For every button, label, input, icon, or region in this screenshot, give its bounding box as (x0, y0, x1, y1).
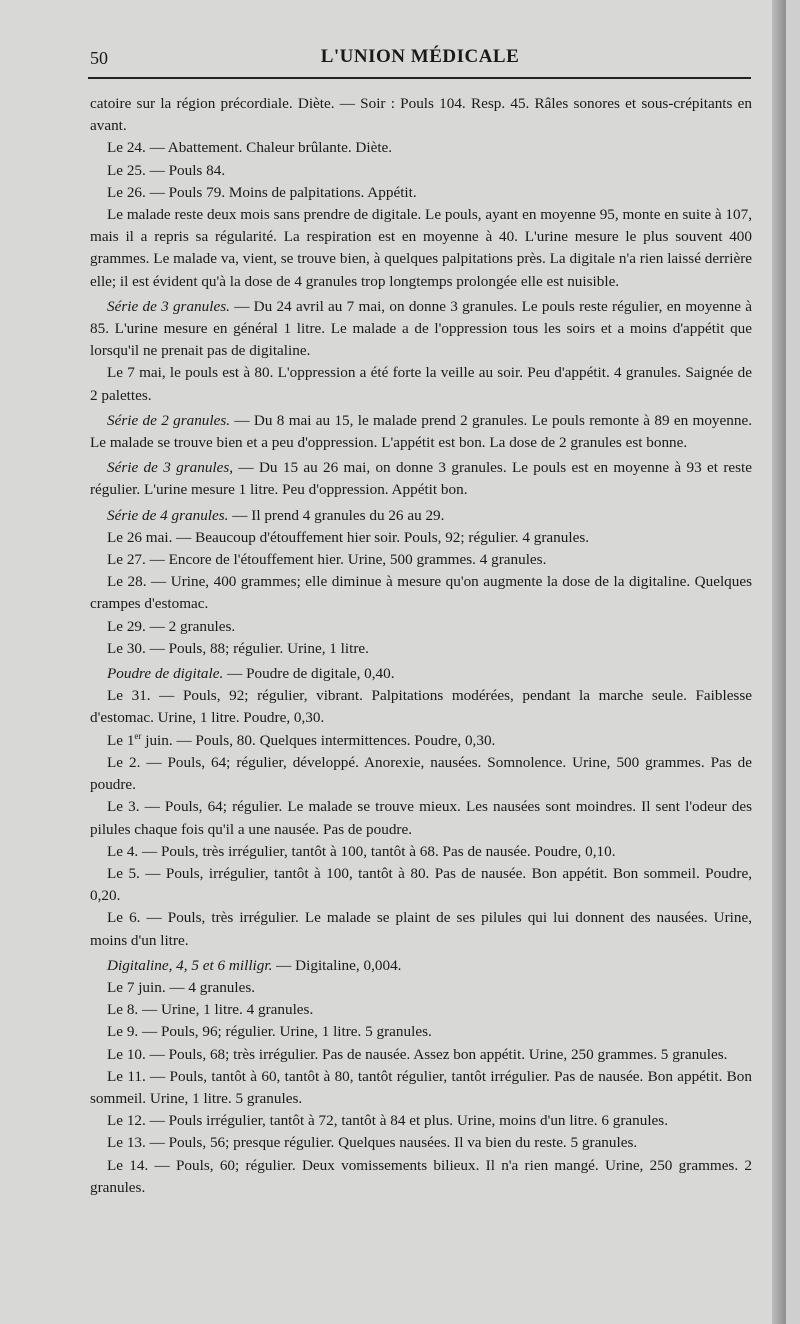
paragraph: Le 28. — Urine, 400 grammes; elle diminue à mesure qu'on augmente la dose de la digitaline. Quelques crampes d'estomac. (90, 573, 752, 613)
paragraph: Le 3. — Pouls, 64; régulier. Le malade se trouve mieux. Les nausées sont moindres. Il sent l'odeur des pilules chaque fois qu'il a une nausée. Pas de poudre. (90, 798, 752, 838)
section-paragraph: Poudre de digitale. — Poudre de digitale, 0,40. (107, 665, 395, 683)
paragraph: Le 14. — Pouls, 60; régulier. Deux vomissements bilieux. Il n'a rien mangé. Urine, 250 grammes. 2 granules. (90, 1156, 752, 1196)
paragraph: Le 9. — Pouls, 96; régulier. Urine, 1 litre. 5 granules. (107, 1023, 432, 1041)
paragraph: Le 5. — Pouls, irrégulier, tantôt à 100, tantôt à 80. Pas de nausée. Bon appétit. Bon sommeil. Poudre, 0,20. (90, 864, 752, 905)
section-heading: Série de 2 granules. (107, 411, 231, 429)
paragraph: Le 8. — Urine, 1 litre. 4 granules. (107, 1001, 314, 1019)
paragraph: Le 10. — Pouls, 68; très irrégulier. Pas de nausée. Assez bon appétit. Urine, 250 grammes. 5 granules. (107, 1045, 728, 1063)
section-paragraph: Digitaline, 4, 5 et 6 milligr. — Digitaline, 0,004. (107, 956, 402, 974)
paragraph: Le malade reste deux mois sans prendre de digitale. Le pouls, ayant en moyenne 95, monte en suite à 107, mais il a repris sa régularité. La respiration est en moyenne à 40. L'urine mesure le plus souvent 400 grammes. Le malade va, vient, se trouve bien, à quelques palpitations près. La digitale n'a rien laissé derrière elle; il est évident qu'à la dose de 4 granules trop longtemps prolongée elle est nuisible. (90, 206, 752, 290)
paragraph: Le 11. — Pouls, tantôt à 60, tantôt à 80, tantôt régulier, tantôt irrégulier. Pas de nausée. Bon appétit. Bon sommeil. Urine, 1 litre. 5 granules. (90, 1067, 752, 1107)
header-rule (88, 77, 751, 79)
paragraph: Le 29. — 2 granules. (107, 617, 236, 635)
page-number: 50 (90, 48, 108, 68)
paragraph: Le 24. — Abattement. Chaleur brûlante. Diète. (107, 139, 393, 157)
page-header (90, 44, 750, 76)
paragraph: Le 26 mai. — Beaucoup d'étouffement hier soir. Pouls, 92; régulier. 4 granules. (107, 528, 590, 546)
section-paragraph: Série de 3 granules. — Du 24 avril au 7 mai, on donne 3 granules. Le pouls reste régulier, en moyenne à 85. L'urine mesure en général 1 litre. Le malade a de l'oppression tous les soirs et a moins d'appétit que lorsqu'il ne prenait pas de digitaline. (90, 297, 753, 360)
section-heading: Digitaline, 4, 5 et 6 milligr. (107, 956, 273, 974)
paragraph: Le 31. — Pouls, 92; régulier, vibrant. Palpitations modérées, pendant la marche seule. Faiblesse d'estomac. Urine, 1 litre. Poudre, 0,30. (90, 687, 752, 727)
paragraph: Le 6. — Pouls, très irrégulier. Le malade se plaint de ses pilules qui lui donnent des nausées. Urine, moins d'un litre. (90, 909, 752, 949)
paragraph: Le 27. — Encore de l'étouffement hier. Urine, 500 grammes. 4 granules. (107, 551, 547, 569)
section-heading: Série de 3 granules. (107, 297, 230, 315)
paragraph: Le 7 juin. — 4 granules. (107, 978, 256, 996)
paragraph: Le 26. — Pouls 79. Moins de palpitations. Appétit. (107, 183, 417, 201)
paragraph: Le 13. — Pouls, 56; presque régulier. Quelques nausées. Il va bien du reste. 5 granules. (107, 1134, 638, 1152)
section-heading: Série de 3 granules, (107, 459, 234, 477)
page-edge-shadow (772, 0, 786, 1324)
section-paragraph: Série de 4 granules. — Il prend 4 granules du 26 au 29. (107, 506, 445, 524)
article-body (90, 93, 752, 1199)
running-head: L'UNION MÉDICALE (320, 46, 520, 67)
paragraph: Le 4. — Pouls, très irrégulier, tantôt à 100, tantôt à 68. Pas de nausée. Poudre, 0,10. (107, 842, 616, 860)
paragraph: Le 1er juin. — Pouls, 80. Quelques intermittences. Poudre, 0,30. (107, 730, 496, 749)
section-heading: Poudre de digitale. (107, 665, 224, 683)
paragraph: Le 30. — Pouls, 88; régulier. Urine, 1 litre. (107, 639, 369, 657)
paragraph: catoire sur la région précordiale. Diète. — Soir : Pouls 104. Resp. 45. Râles sonores et sous-crépitants en avant. (90, 95, 752, 135)
section-heading: Série de 4 granules. (107, 506, 229, 524)
section-paragraph: Série de 3 granules, — Du 15 au 26 mai, on donne 3 granules. Le pouls est en moyenne à 93 et reste régulier. L'urine mesure 1 litre. Peu d'oppression. Appétit bon. (90, 459, 752, 499)
paragraph: Le 7 mai, le pouls est à 80. L'oppression a été forte la veille au soir. Peu d'appétit. 4 granules. Saignée de 2 palettes. (90, 364, 752, 404)
section-paragraph: Série de 2 granules. — Du 8 mai au 15, le malade prend 2 granules. Le pouls remonte à 89 en moyenne. Le malade se trouve bien et a peu d'oppression. L'appétit est bon. La dose de 2 granules est bonne. (90, 411, 752, 452)
paragraph: Le 25. — Pouls 84. (107, 161, 226, 179)
paragraph: Le 2. — Pouls, 64; régulier, développé. Anorexie, nausées. Somnolence. Urine, 500 grammes. Pas de poudre. (90, 753, 752, 794)
paragraph: Le 12. — Pouls irrégulier, tantôt à 72, tantôt à 84 et plus. Urine, moins d'un litre. 6 granules. (107, 1112, 669, 1130)
